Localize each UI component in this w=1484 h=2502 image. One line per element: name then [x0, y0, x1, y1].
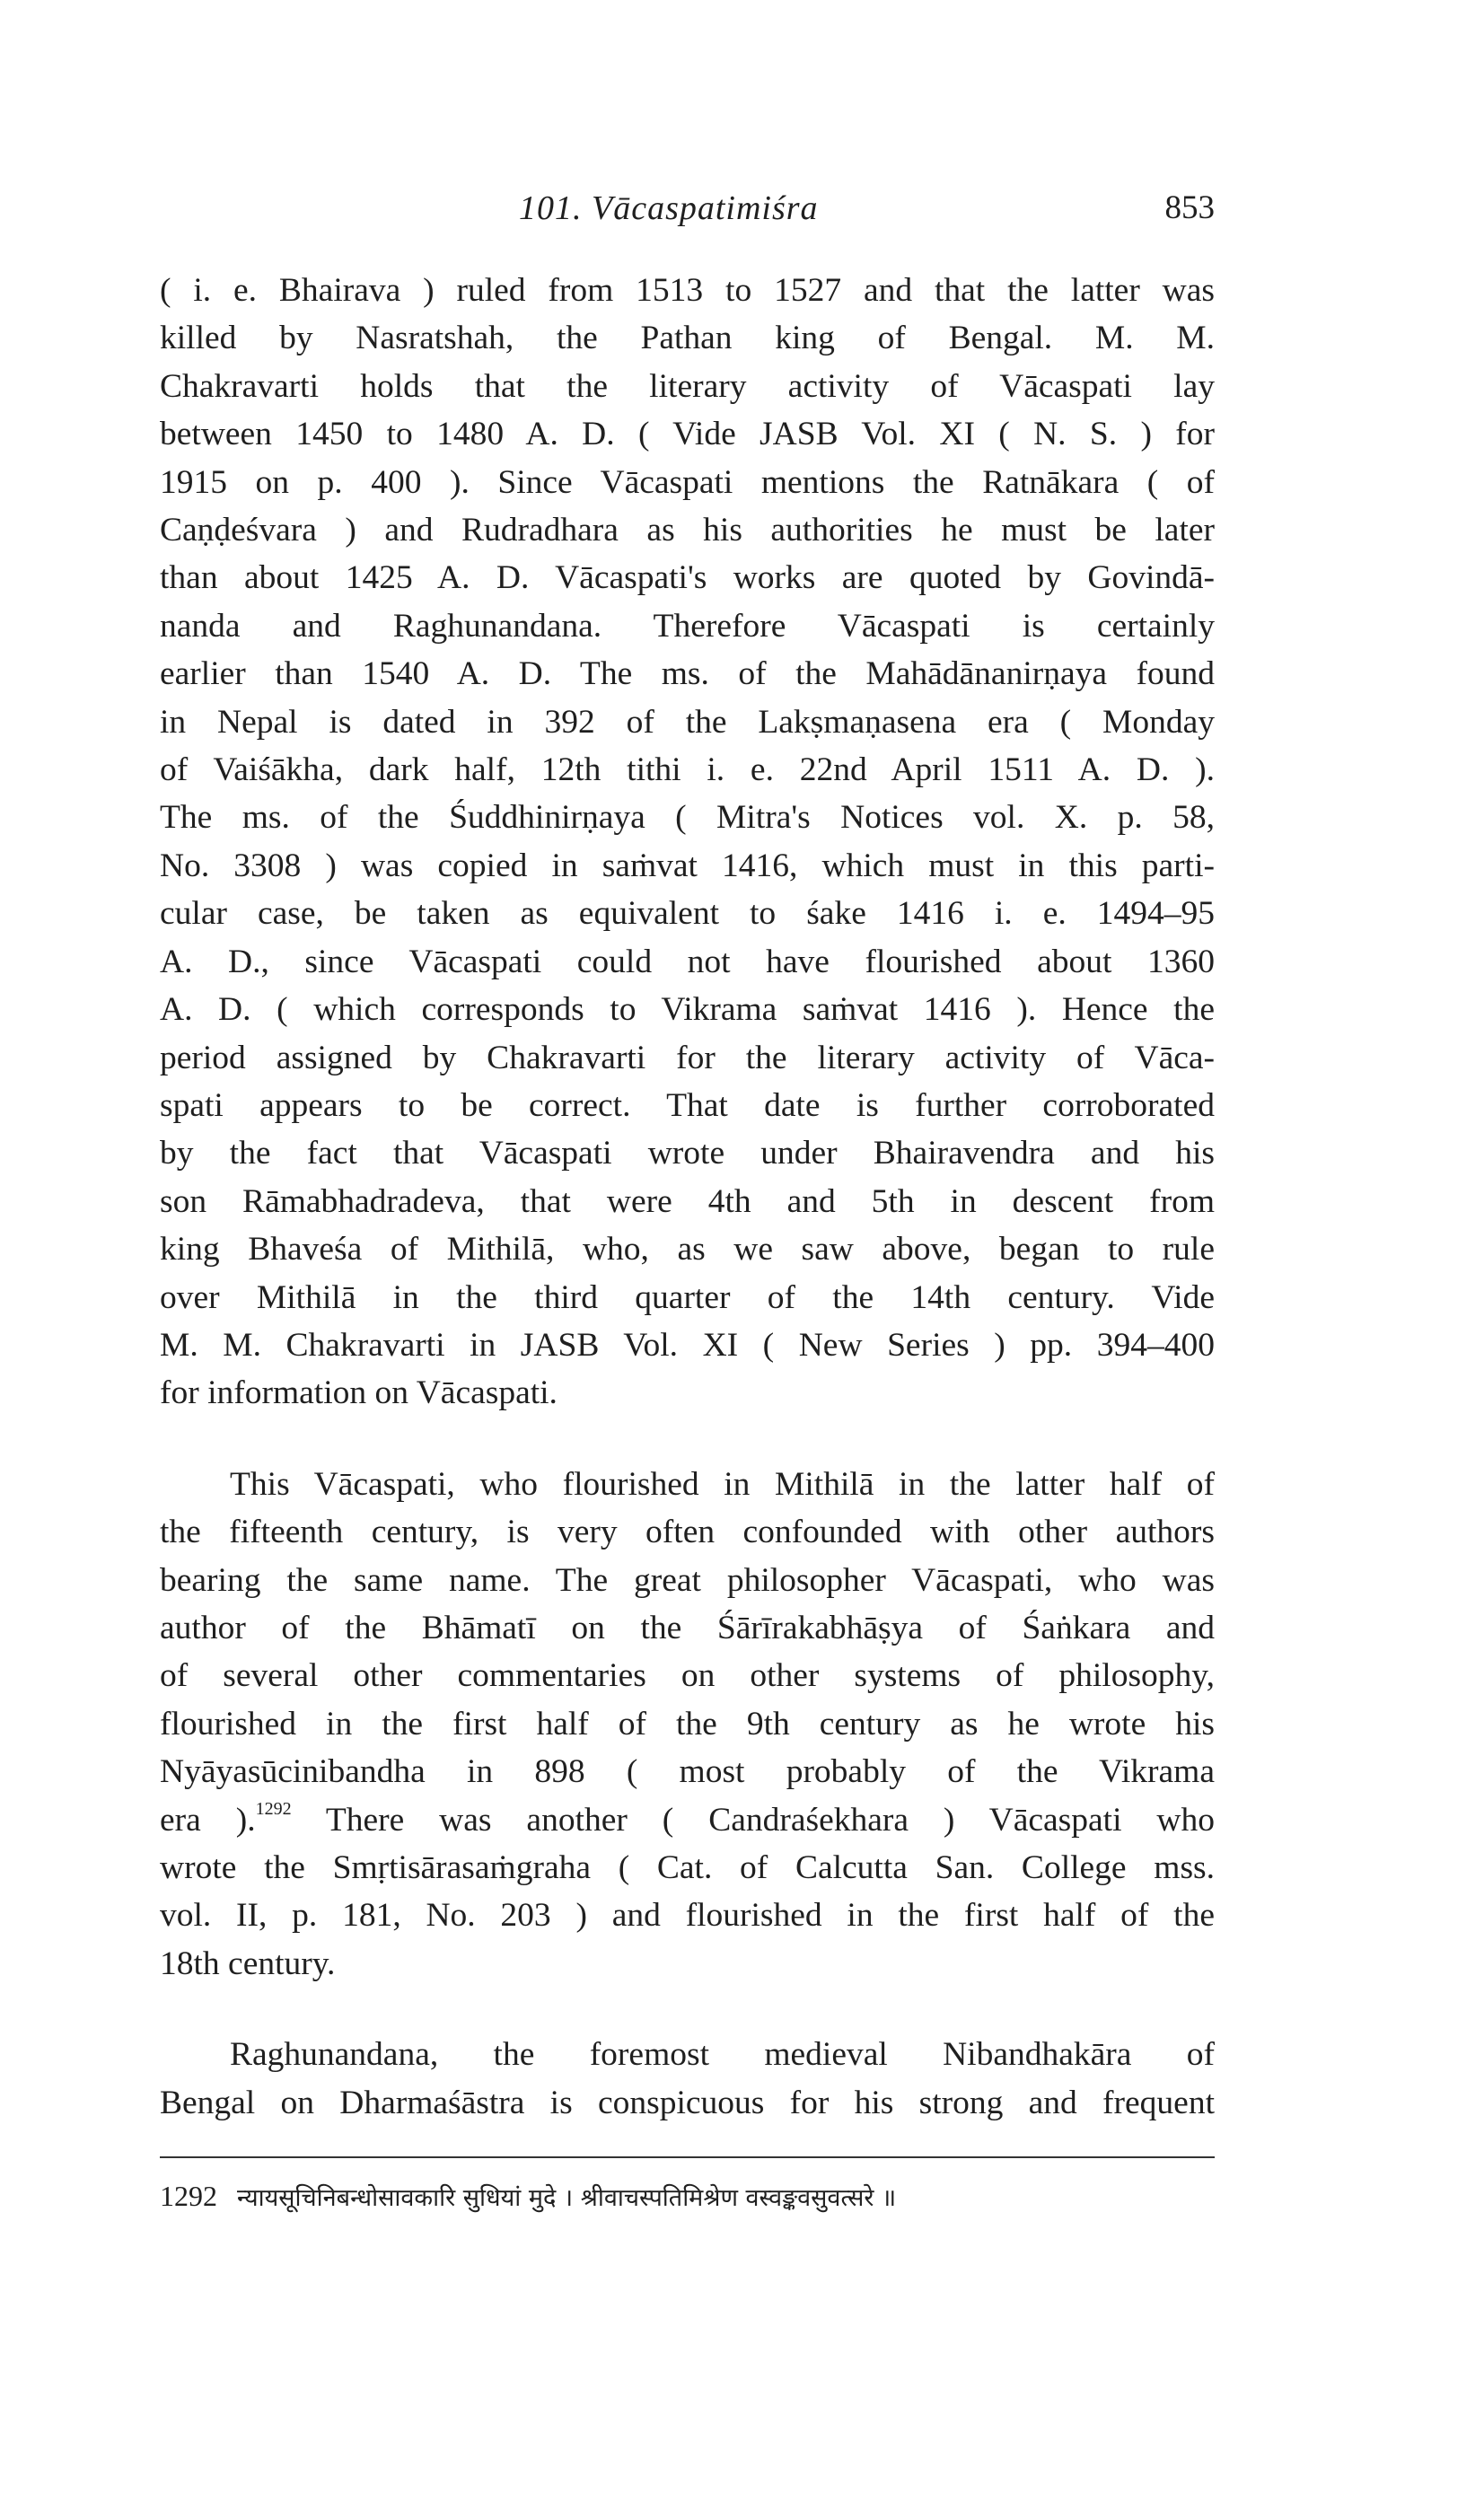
footnote-text: न्यायसूचिनिबन्धोसावकारि सुधियां मुदे । श्रीवाचस्पतिमिश्रेण वस्वङ्कवसुवत्सरे ॥ — [237, 2184, 897, 2213]
text-line: cular case, be taken as equivalent to śake 1416 i. e. 1494–95 — [160, 895, 1215, 933]
text-fragment: era ). — [160, 1801, 256, 1839]
text-line: Bengal on Dharmaśāstra is conspicuous for his strong and frequent — [160, 2084, 1215, 2121]
text-line: The ms. of the Śuddhinirṇaya ( Mitra's Notices vol. X. p. 58, — [160, 799, 1215, 837]
page-number: 853 — [1164, 189, 1215, 226]
text-line: of several other commentaries on other systems of philosophy, — [160, 1657, 1215, 1695]
footnote-number: 1292 — [160, 2180, 217, 2213]
text-fragment: There was another ( Candraśekhara ) Vācaspati who — [291, 1801, 1216, 1839]
text-line: of Vaiśākha, dark half, 12th tithi i. e. 22nd April 1511 A. D. ). — [160, 751, 1215, 789]
text-line: in Nepal is dated in 392 of the Lakṣmaṇasena era ( Monday — [160, 703, 1215, 741]
running-head — [160, 189, 1215, 242]
text-line-with-footnote-ref — [160, 1796, 1215, 1844]
text-line: than about 1425 A. D. Vācaspati's works are quoted by Govindā- — [160, 559, 1215, 597]
footnote — [160, 2176, 1215, 2218]
text-line: king Bhaveśa of Mithilā, who, as we saw above, began to rule — [160, 1231, 1215, 1269]
page — [160, 189, 1215, 2218]
running-head-title: 101. Vācaspatimiśra — [519, 189, 819, 227]
text-line: 18th century. — [160, 1945, 336, 1982]
text-line: A. D., since Vācaspati could not have flourished about 1360 — [160, 943, 1215, 980]
text-line: Nyāyasūcinibandha in 898 ( most probably of the Vikrama — [160, 1753, 1215, 1791]
text-line: by the fact that Vācaspati wrote under Bhairavendra and his — [160, 1135, 1215, 1172]
footnote-divider — [160, 2156, 1215, 2158]
text-line: the fifteenth century, is very often confounded with other authors — [160, 1514, 1215, 1551]
text-line: A. D. ( which corresponds to Vikrama saṁvat 1416 ). Hence the — [160, 991, 1215, 1029]
footnote-reference: 1292 — [255, 1798, 292, 1819]
text-line: 1915 on p. 400 ). Since Vācaspati mentions the Ratnākara ( of — [160, 463, 1215, 501]
text-line: period assigned by Chakravarti for the literary activity of Vāca- — [160, 1039, 1215, 1076]
text-line: Caṇḍeśvara ) and Rudradhara as his authorities he must be later — [160, 512, 1215, 549]
text-line: vol. II, p. 181, No. 203 ) and flourished in the first half of the — [160, 1897, 1215, 1935]
text-line: spati appears to be correct. That date is further corroborated — [160, 1086, 1215, 1124]
text-line: between 1450 to 1480 A. D. ( Vide JASB Vol. XI ( N. S. ) for — [160, 416, 1215, 453]
text-line: No. 3308 ) was copied in saṁvat 1416, which must in this parti- — [160, 847, 1215, 884]
text-line: for information on Vācaspati. — [160, 1374, 558, 1412]
text-line: son Rāmabhadradeva, that were 4th and 5th in descent from — [160, 1182, 1215, 1220]
text-line: Chakravarti holds that the literary activity of Vācaspati lay — [160, 367, 1215, 405]
paragraph-2 — [160, 1461, 1215, 1988]
paragraph-1 — [160, 267, 1215, 1418]
text-line: over Mithilā in the third quarter of the 14th century. Vide — [160, 1278, 1215, 1316]
text-line: This Vācaspati, who flourished in Mithilā in the latter half of — [230, 1465, 1215, 1503]
text-line: nanda and Raghunandana. Therefore Vācaspati is certainly — [160, 607, 1215, 645]
paragraph-3 — [160, 2031, 1215, 2127]
text-line: earlier than 1540 A. D. The ms. of the Mahādānanirṇaya found — [160, 655, 1215, 693]
text-line: wrote the Smṛtisārasaṁgraha ( Cat. of Calcutta San. College mss. — [160, 1849, 1215, 1886]
text-line: killed by Nasratshah, the Pathan king of Bengal. M. M. — [160, 320, 1215, 357]
text-line: Raghunandana, the foremost medieval Nibandhakāra of — [230, 2036, 1215, 2074]
text-line: author of the Bhāmatī on the Śārīrakabhāṣya of Śaṅkara and — [160, 1609, 1215, 1646]
text-line: flourished in the first half of the 9th century as he wrote his — [160, 1705, 1215, 1743]
text-line: ( i. e. Bhairava ) ruled from 1513 to 1527 and that the latter was — [160, 272, 1215, 309]
text-line: M. M. Chakravarti in JASB Vol. XI ( New Series ) pp. 394–400 — [160, 1326, 1215, 1364]
text-line: bearing the same name. The great philosopher Vācaspati, who was — [160, 1561, 1215, 1599]
